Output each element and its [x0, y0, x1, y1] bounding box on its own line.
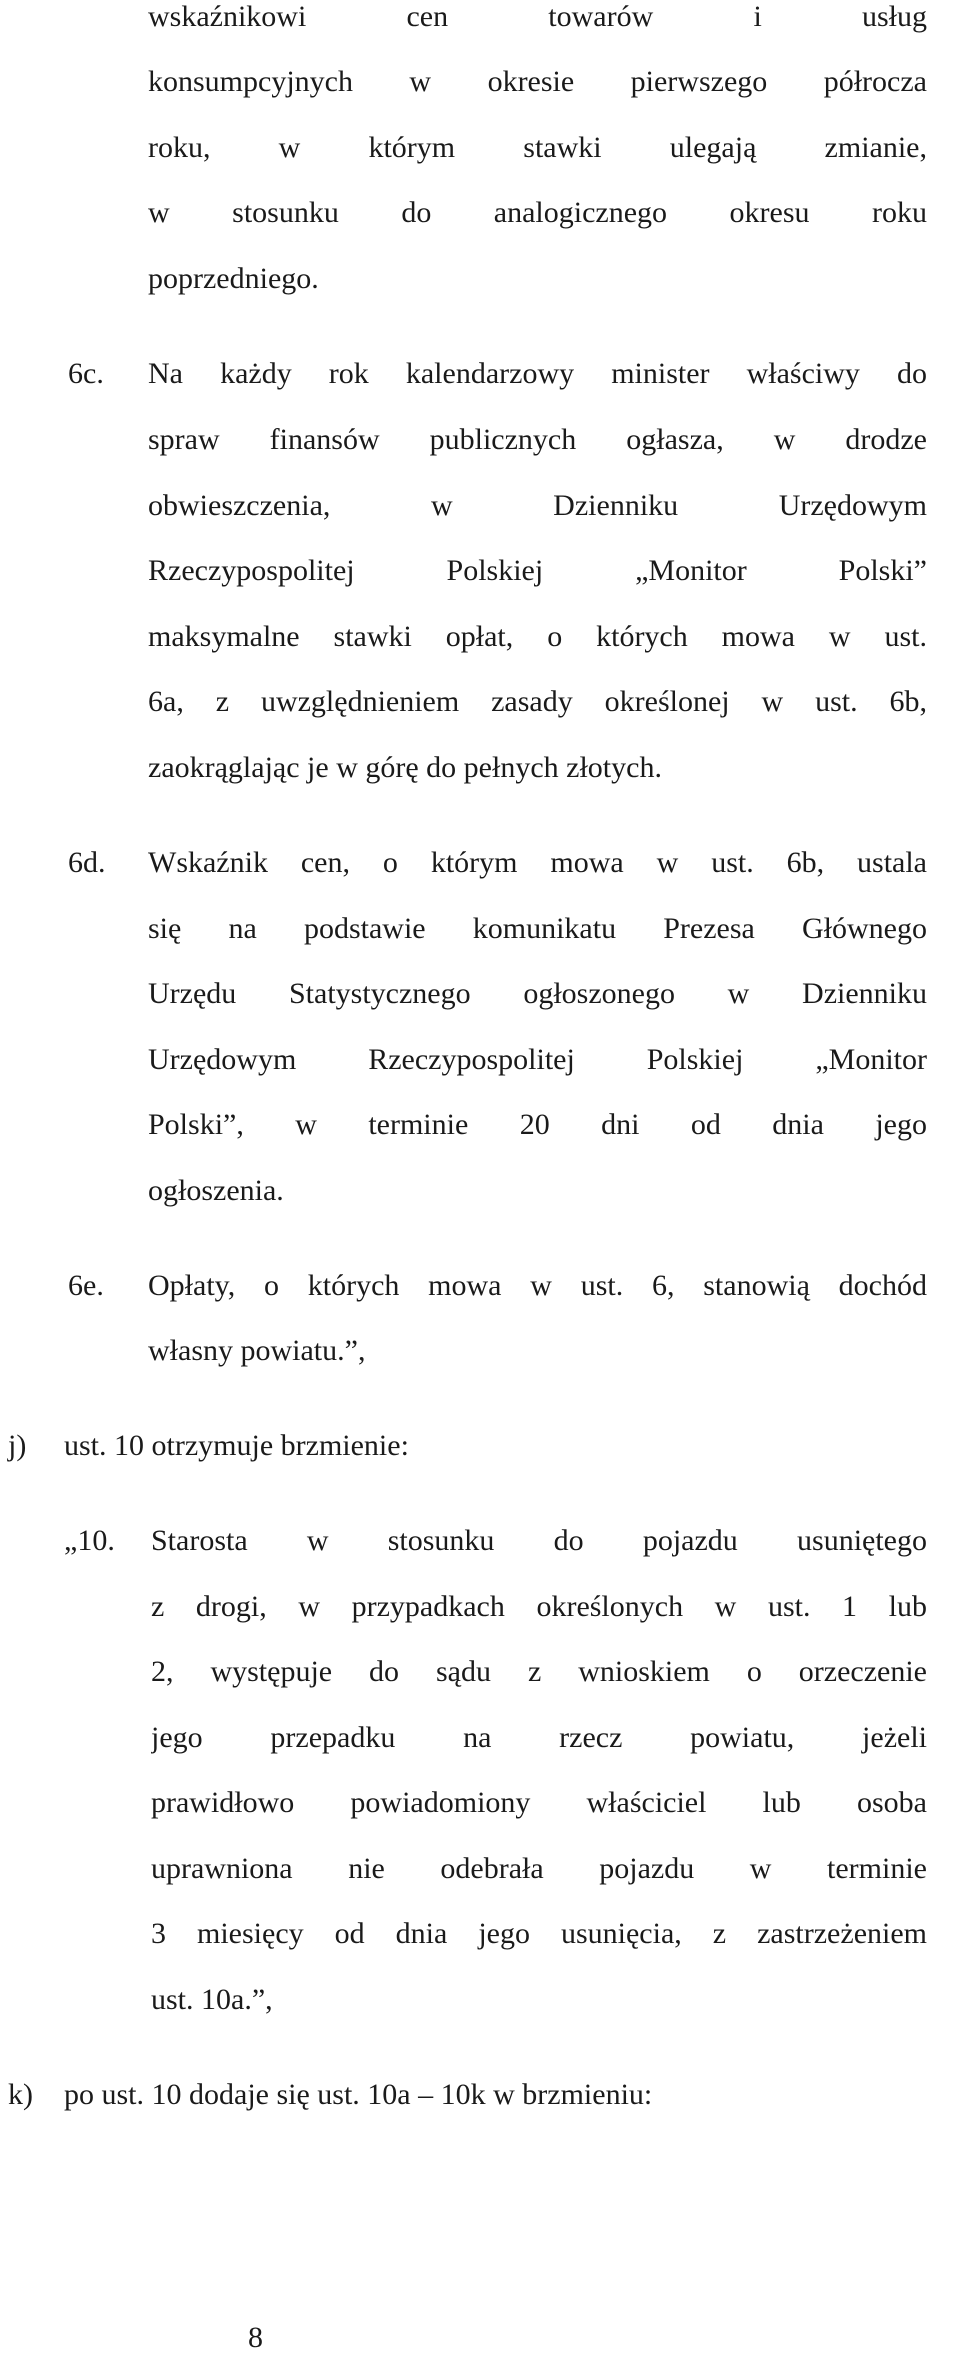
text-line: Urzędu Statystycznego ogłoszonego w Dzienniku: [148, 979, 927, 1010]
text-line: ogłoszenia.: [148, 1174, 284, 1207]
text-line: zaokrąglając je w górę do pełnych złotych.: [148, 751, 662, 784]
text-line: Wskaźnik cen, o którym mowa w ust. 6b, ustala: [148, 848, 927, 879]
text-line: 6a, z uwzględnieniem zasady określonej w ust. 6b,: [148, 687, 927, 718]
text-line: uprawniona nie odebrała pojazdu w terminie: [151, 1854, 927, 1885]
text-line: w stosunku do analogicznego okresu roku: [148, 198, 927, 229]
list-label-j: j): [8, 1429, 27, 1462]
text-line: 3 miesięcy od dnia jego usunięcia, z zastrzeżeniem: [151, 1919, 927, 1950]
text-line: z drogi, w przypadkach określonych w ust. 1 lub: [151, 1592, 927, 1623]
text-line: prawidłowo powiadomiony właściciel lub osoba: [151, 1788, 927, 1819]
paragraph-label-6e: 6e.: [68, 1269, 104, 1302]
text-line: Rzeczypospolitej Polskiej „Monitor Polski”: [148, 556, 927, 587]
text-line: własny powiatu.”,: [148, 1334, 366, 1367]
text-line: Urzędowym Rzeczypospolitej Polskiej „Monitor: [148, 1045, 927, 1076]
paragraph-label-10: „10.: [64, 1524, 115, 1557]
list-label-k: k): [8, 2078, 33, 2111]
text-line: ust. 10 otrzymuje brzmienie:: [64, 1429, 409, 1462]
text-line: Polski”, w terminie 20 dni od dnia jego: [148, 1110, 927, 1141]
paragraph-label-6c: 6c.: [68, 357, 104, 390]
text-line: Na każdy rok kalendarzowy minister właściwy do: [148, 359, 927, 390]
text-line: spraw finansów publicznych ogłasza, w drodze: [148, 425, 927, 456]
page-number: 8: [248, 2321, 263, 2354]
text-line: wskaźnikowi cen towarów i usług: [148, 2, 927, 33]
text-line: poprzedniego.: [148, 262, 319, 295]
text-line: maksymalne stawki opłat, o których mowa w ust.: [148, 622, 927, 653]
paragraph-label-6d: 6d.: [68, 846, 106, 879]
text-line: jego przepadku na rzecz powiatu, jeżeli: [151, 1723, 927, 1754]
text-line: 2, występuje do sądu z wnioskiem o orzeczenie: [151, 1657, 927, 1688]
text-line: się na podstawie komunikatu Prezesa Głównego: [148, 914, 927, 945]
text-line: po ust. 10 dodaje się ust. 10a – 10k w brzmieniu:: [64, 2078, 653, 2111]
text-line: Starosta w stosunku do pojazdu usuniętego: [151, 1526, 927, 1557]
text-line: obwieszczenia, w Dzienniku Urzędowym: [148, 491, 927, 522]
text-line: konsumpcyjnych w okresie pierwszego półrocza: [148, 67, 927, 98]
text-line: ust. 10a.”,: [151, 1983, 273, 2016]
text-line: roku, w którym stawki ulegają zmianie,: [148, 133, 927, 164]
text-line: Opłaty, o których mowa w ust. 6, stanowią dochód: [148, 1271, 927, 1302]
